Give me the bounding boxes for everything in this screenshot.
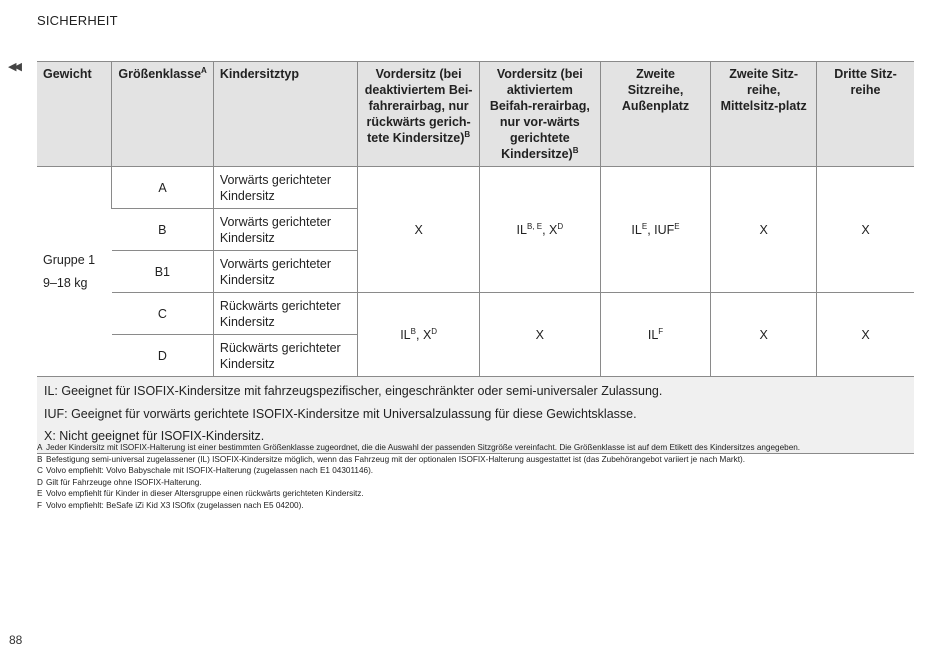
footnote-marker: B — [37, 454, 43, 464]
footnote-text: Volvo empfiehlt für Kinder in dieser Altersgruppe einen rückwärts gerichteten Kindersitz. — [46, 489, 364, 498]
table-row — [37, 293, 914, 335]
footnote-marker: D — [37, 477, 43, 487]
header-weight: Gewicht — [37, 62, 112, 167]
size-class-cell: B — [112, 209, 213, 251]
header-second-outer: Zweite Sitzreihe, Außenplatz — [600, 62, 711, 167]
weight-group-name: Gruppe 1 — [43, 252, 96, 267]
header-seat-type: Kindersitztyp — [213, 62, 357, 167]
header-size-class-text: Größenklasse — [118, 67, 202, 81]
page-number: 88 — [9, 633, 23, 647]
value-sup: F — [658, 326, 664, 336]
seat-type-cell: Rückwärts gerichteter Kindersitz — [213, 293, 357, 335]
footnote-marker: C — [37, 466, 43, 475]
footnote-text: Volvo empfiehlt: BeSafe iZi Kid X3 ISOfix (zugelassen nach E5 04200). — [46, 500, 304, 510]
footnote — [37, 488, 917, 500]
size-class-cell: A — [112, 167, 213, 209]
value-text: X — [549, 222, 558, 237]
forward-second-outer — [600, 167, 711, 293]
footnote — [37, 442, 917, 454]
footnote — [37, 465, 917, 477]
table-header-row — [37, 62, 914, 167]
footnote — [37, 477, 917, 489]
isofix-table — [37, 61, 914, 454]
footnotes — [37, 442, 917, 511]
size-class-cell: C — [112, 293, 213, 335]
footnote-text: Volvo empfiehlt: Volvo Babyschale mit ISOFIX-Halterung (zugelassen nach E1 04301146). — [46, 466, 374, 475]
header-front-deactivated — [358, 62, 480, 167]
footnote — [37, 454, 917, 466]
weight-group-range: 9–18 kg — [43, 275, 88, 290]
table-row — [37, 167, 914, 209]
header-size-class — [112, 62, 213, 167]
rearward-second-middle: X — [711, 293, 817, 377]
back-arrows-icon[interactable]: ◀◀ — [8, 61, 19, 73]
size-class-cell: D — [112, 335, 213, 377]
value-sup: B, E — [526, 221, 543, 231]
section-title: SICHERHEIT — [37, 13, 118, 28]
value-text: X — [422, 327, 432, 342]
value-separator: , — [647, 222, 655, 237]
forward-third-row: X — [817, 167, 915, 293]
seat-type-cell: Vorwärts gerichteter Kindersitz — [213, 251, 357, 293]
value-sup: D — [431, 326, 438, 336]
seat-type-cell: Vorwärts gerichteter Kindersitz — [213, 167, 357, 209]
value-sup: B — [410, 326, 416, 336]
header-size-class-sup: A — [201, 65, 207, 75]
header-front-deactivated-text: Vordersitz (bei deaktiviertem Bei-fahrerairbag, nur rückwärts gerich-tete Kindersitze) — [364, 67, 473, 145]
forward-front-deactivated: X — [358, 167, 480, 293]
seat-type-cell: Rückwärts gerichteter Kindersitz — [213, 335, 357, 377]
footnote-text: Gilt für Fahrzeuge ohne ISOFIX-Halterung. — [46, 477, 202, 487]
value-sup: E — [641, 221, 648, 231]
value-separator: , — [542, 222, 550, 237]
value-sup: D — [557, 221, 564, 231]
value-text: IL — [647, 327, 659, 342]
header-third-row: Dritte Sitz-reihe — [817, 62, 915, 167]
header-front-deactivated-sup: B — [464, 129, 471, 139]
rearward-third-row: X — [817, 293, 915, 377]
forward-second-middle: X — [711, 167, 817, 293]
rearward-front-deactivated — [358, 293, 480, 377]
footnote-marker: F — [37, 500, 43, 510]
header-front-activated-text: Vordersitz (bei aktiviertem Beifah-rerairbag, nur vor-wärts gerichtete Kindersitze) — [489, 67, 590, 161]
weight-group-cell — [37, 167, 112, 377]
footnote-marker: E — [37, 489, 43, 498]
value-text: IL — [400, 327, 411, 342]
value-text: IL — [516, 222, 527, 237]
value-separator: , — [415, 327, 423, 342]
value-text: IUF — [654, 222, 675, 237]
footnote — [37, 500, 917, 512]
header-front-activated-sup: B — [572, 145, 579, 155]
value-text: IL — [631, 222, 642, 237]
rearward-front-activated: X — [479, 293, 600, 377]
seat-type-cell: Vorwärts gerichteter Kindersitz — [213, 209, 357, 251]
footnote-text: Befestigung semi-universal zugelassener (IL) ISOFIX-Kindersitze möglich, wenn das Fahrzeug mit der optionalen ISOFIX-Halterung ausgestattet ist (das Zubehörangebot variiert je nach Markt). — [46, 454, 745, 464]
legend-item: IUF: Geeignet für vorwärts gerichtete ISOFIX-Kindersitze mit Universalzulassung für diese Gewichtsklasse. — [44, 406, 637, 421]
header-front-activated — [479, 62, 600, 167]
size-class-cell: B1 — [112, 251, 213, 293]
footnote-text: Jeder Kindersitz mit ISOFIX-Halterung ist einer bestimmten Größenklasse zugeordnet, die die Auswahl der passenden Sitzgröße vereinfacht. Die Größenklasse ist auf dem Etikett des Kindersitzes angegeben. — [46, 443, 801, 452]
legend-item: X: Nicht geeignet für ISOFIX-Kindersitz. — [44, 429, 265, 443]
rearward-second-outer — [600, 293, 711, 377]
forward-front-activated — [479, 167, 600, 293]
value-sup: E — [674, 221, 680, 231]
footnote-marker: A — [37, 443, 43, 452]
header-second-middle: Zweite Sitz-reihe, Mittelsitz-platz — [711, 62, 817, 167]
legend-item: IL: Geeignet für ISOFIX-Kindersitze mit fahrzeugspezifischer, eingeschränkter oder semi-universaler Zulassung. — [44, 384, 663, 398]
